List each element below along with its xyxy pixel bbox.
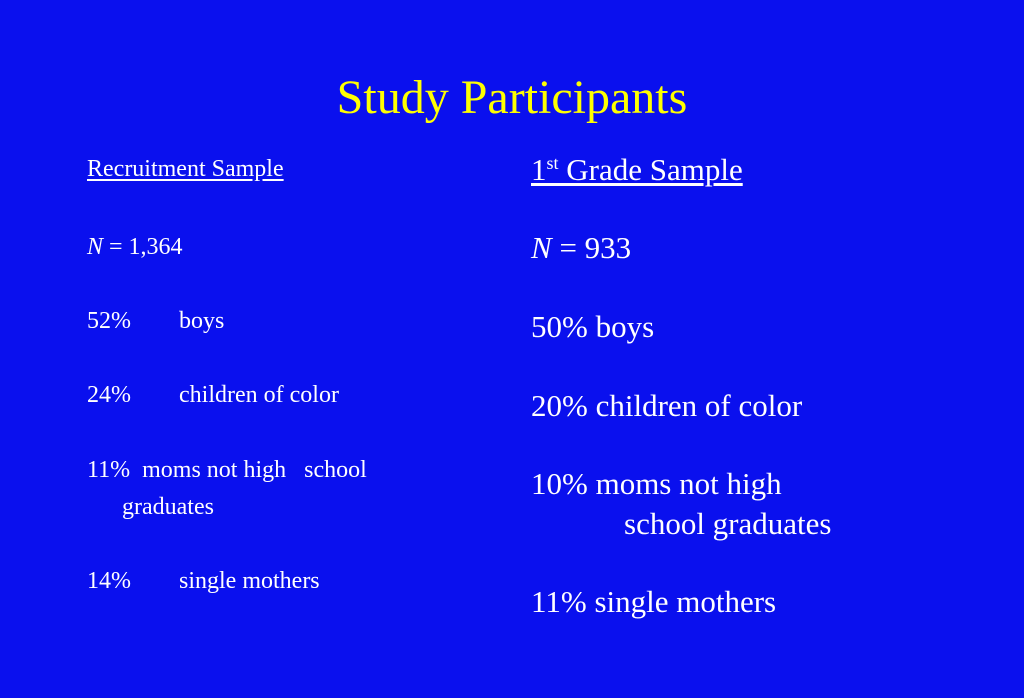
item-label: moms not high: [595, 466, 782, 501]
heading-ordinal: st: [546, 152, 559, 173]
n-value: = 1,364: [109, 234, 183, 260]
recruitment-item-children-of-color: [87, 382, 339, 409]
first-grade-sample-n: [531, 230, 631, 266]
item-continuation: school graduates: [624, 506, 832, 541]
item-label: moms not high school: [142, 457, 367, 483]
item-percent: 10%: [531, 466, 588, 501]
recruitment-item-single-mothers: [87, 568, 320, 595]
recruitment-item-boys: [87, 308, 224, 335]
item-label: boys: [179, 308, 225, 334]
item-percent: 11%: [87, 457, 131, 483]
n-label: N: [87, 234, 104, 260]
item-label: children of color: [595, 388, 803, 423]
item-percent: 52%: [87, 308, 131, 334]
heading-number: 1: [531, 152, 547, 187]
item-label: boys: [595, 309, 655, 344]
item-label: children of color: [179, 382, 339, 408]
first-grade-item-children-of-color: [531, 388, 802, 424]
item-continuation: graduates: [122, 494, 214, 520]
recruitment-sample-heading: Recruitment Sample: [87, 156, 284, 182]
item-percent: 20%: [531, 388, 588, 423]
n-label: N: [531, 230, 552, 265]
item-label: single mothers: [179, 568, 320, 594]
first-grade-sample-heading: [531, 152, 743, 188]
slide-title: Study Participants: [336, 71, 688, 124]
recruitment-item-moms-not-high-school: [87, 457, 367, 484]
n-value: = 933: [559, 230, 632, 265]
item-percent: 50%: [531, 309, 588, 344]
item-label: single mothers: [594, 584, 777, 619]
item-percent: 11%: [531, 584, 587, 619]
first-grade-item-boys: [531, 309, 654, 345]
first-grade-item-single-mothers: [531, 584, 776, 620]
first-grade-item-moms-not-high-school: [531, 466, 782, 502]
item-percent: 14%: [87, 568, 131, 594]
item-percent: 24%: [87, 382, 131, 408]
recruitment-sample-n: [87, 234, 183, 261]
heading-rest: Grade Sample: [558, 152, 743, 187]
